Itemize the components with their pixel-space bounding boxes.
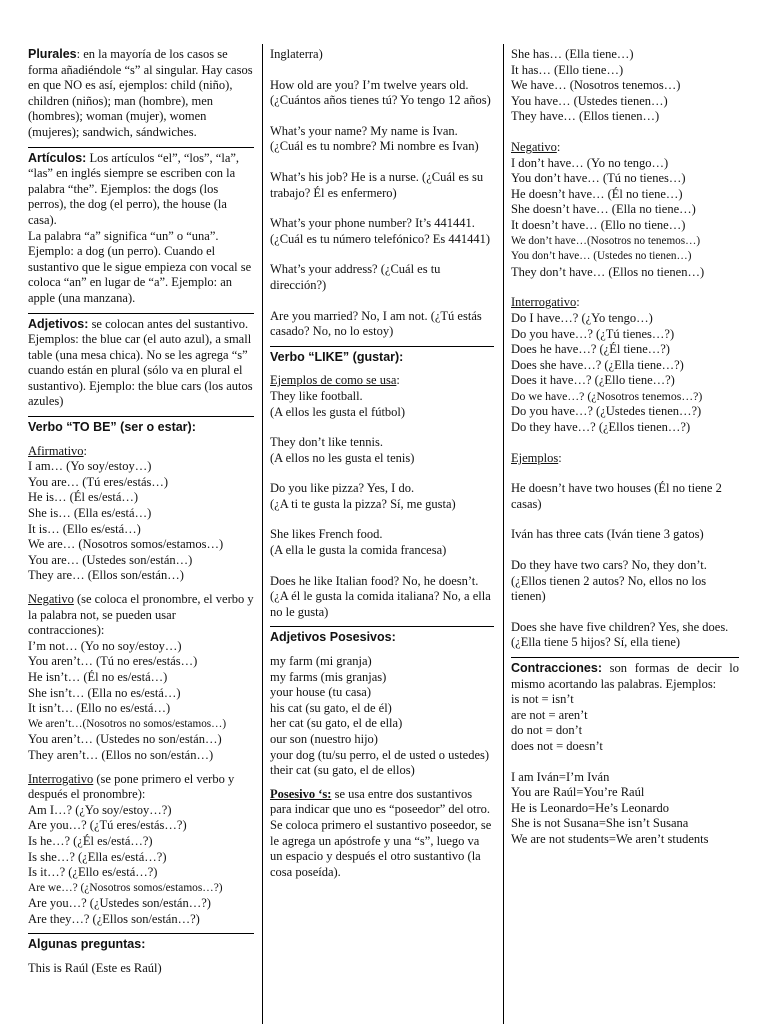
column-3: [511, 44, 739, 1024]
articulos-text: Los artículos “el”, “los”, “la”, “las” en inglés siempre se escriben con la palabra “the”. Ejemplos: the dogs (los perros), the dog (el perro), the house (la casa).: [28, 150, 240, 227]
like-example-es: (A ellos les gusta el fútbol): [270, 404, 406, 419]
list-item: They aren’t… (Ellos no son/están…): [28, 747, 214, 762]
list-item: He is… (Él es/está…): [28, 490, 139, 505]
list-item: I am… (Yo soy/estoy…): [28, 459, 152, 474]
section-plurales: [28, 44, 254, 148]
list-item: You aren’t… (Tú no eres/estás…): [28, 654, 198, 669]
ejemplo-item: Iván has three cats (Iván tiene 3 gatos): [511, 527, 704, 542]
list-item: It doesn’t have… (Ello no tiene…): [511, 217, 686, 232]
list-item: Is he…? (¿Él es/está…?): [28, 833, 153, 848]
cont-text: Inglaterra): [270, 47, 323, 61]
column-2: [270, 44, 494, 1024]
heading-to-be: Verbo “TO BE” (ser o estar):: [28, 420, 196, 435]
list-item: Do they have…? (¿Ellos tienen…?): [511, 420, 691, 435]
qa-item: How old are you? I’m twelve years old. (¿Cuántos años tienes tú? Yo tengo 12 años): [270, 77, 491, 108]
list-item: You aren’t… (Ustedes no son/están…): [28, 732, 222, 747]
interrogativo-note: (se pone primero el verbo y después el pronombre):: [28, 771, 235, 802]
posesivo-item: your house (tu casa): [270, 685, 372, 700]
list-item: It isn’t… (Ello no es/está…): [28, 701, 171, 716]
list-item: It has… (Ello tiene…): [511, 62, 624, 77]
list-item: I don’t have… (Yo no tengo…): [511, 155, 669, 170]
like-example-es: (A ella le gusta la comida francesa): [270, 543, 447, 558]
list-item: I’m not… (Yo no soy/estoy…): [28, 638, 182, 653]
list-item: Are you…? (¿Ustedes son/están…?): [28, 896, 211, 911]
list-item: They have… (Ellos tienen…): [511, 109, 660, 124]
heading-contracciones: Contracciones:: [511, 661, 602, 675]
label-interrogativo-have: Interrogativo: [511, 295, 577, 310]
qa-item: What’s your phone number? It’s 441441. (¿Cuál es tu número telefónico? Es 441441): [270, 216, 491, 246]
contraccion-example: I am Iván=I’m Iván: [511, 769, 610, 784]
list-item: She isn’t… (Ella no es/está…): [28, 685, 181, 700]
qa-item: What’s your address? (¿Cuál es tu dirección?): [270, 262, 441, 292]
like-example-es: (¿A él le gusta la comida italiana? No, a ella no le gusta): [270, 589, 491, 619]
list-item: It is… (Ello es/está…): [28, 521, 141, 536]
like-example: They like football.: [270, 388, 363, 403]
list-item: Am I…? (¿Yo soy/estoy…?): [28, 802, 172, 817]
contraccion-example: She is not Susana=She isn’t Susana: [511, 816, 689, 831]
list-item: Is she…? (¿Ella es/está…?): [28, 849, 167, 864]
label-ejemplos-like: Ejemplos de como se usa: [270, 373, 397, 388]
contracciones-text: son formas de decir lo mismo acortando las palabras. Ejemplos:: [511, 661, 739, 691]
list-item: They are… (Ellos son/están…): [28, 568, 184, 583]
list-item: We are… (Nosotros somos/estamos…): [28, 537, 224, 552]
negativo-note: (se coloca el pronombre, el verbo y la palabra not, se pueden usar contracciones):: [28, 592, 254, 638]
like-example: Does he like Italian food? No, he doesn’t.: [270, 573, 479, 588]
list-item: Do we have…? (¿Nosotros tenemos…?): [511, 388, 703, 403]
like-example: She likes French food.: [270, 527, 383, 542]
list-item: Do I have…? (¿Yo tengo…): [511, 310, 653, 325]
list-item: You have… (Ustedes tienen…): [511, 93, 668, 108]
contraccion-rule: is not = isn’t: [511, 692, 574, 707]
list-item: Are we…? (¿Nosotros somos/estamos…?): [28, 881, 223, 894]
list-item: Do you have…? (¿Tú tienes…?): [511, 326, 675, 341]
section-posesivos: [270, 627, 494, 886]
contraccion-example: We are not students=We aren’t students: [511, 831, 709, 846]
adjetivos-text: se colocan antes del sustantivo. Ejemplos: the blue car (el auto azul), a small table (una mesa chica). No se les agrega “s” cuando están en plural (sólo va en plural el sustantivo). Ejemplo: the blue cars (los autos azules): [28, 316, 253, 409]
section-to-be: Verbo “TO BE” (ser o estar): Afirmativo: I am… (Yo soy/estoy…) You are… (Tú eres/estás…) He is… (Él es/está…) She is… (Ella es/está…) It is… (Ello es/está…) We are… (Nosotros somos/estamos…) You are… (Ustedes son/están…) They are… (Ellos son/están…) Negativo (se coloca el pronombre, el verbo y la palabra not, se pueden usar contracciones): I’m not… (Yo no soy/estoy…) You aren’t… (Tú no eres/estás…) He isn’t… (Él no es/está…) She isn’t… (Ella no es/está…) It isn’t… (Ello no es/está…) We aren’t…(Nosotros no somos/estamos…) You aren’t… (Ustedes no son/están…) They aren’t… (Ellos no son/están…) Interrogativo (se pone primero el verbo y después el pronombre): Am I…? (¿Yo soy/estoy…?) Are you…? (¿Tú eres/estás…?) Is he…? (¿Él es/está…?) Is she…? (¿Ella es/está…?) Is it…? (¿Ello es/está…?) Are we…? (¿Nosotros somos/estamos…?) Are you…? (¿Ustedes son/están…?) Are they…? (¿Ellos son/están…?): [28, 417, 254, 934]
section-adjetivos: [28, 314, 254, 418]
section-preguntas: [28, 934, 254, 982]
qa-item: What’s his job? He is a nurse. (¿Cuál es su trabajo? Él es enfermero): [270, 169, 484, 200]
contraccion-rule: do not = don’t: [511, 723, 583, 738]
contraccion-example: He is Leonardo=He’s Leonardo: [511, 800, 670, 815]
column-divider-1: [262, 44, 263, 1024]
list-item: You don’t have… (Ustedes no tienen…): [511, 250, 692, 263]
heading-posesivos: Adjetivos Posesivos:: [270, 630, 396, 645]
list-item: We have… (Nosotros tenemos…): [511, 78, 681, 93]
ejemplo-item: Do they have two cars? No, they don’t. (¿Ellos tienen 2 autos? No, ellos no los tienen): [511, 558, 707, 604]
contraccion-example: You are Raúl=You’re Raúl: [511, 785, 645, 800]
list-item: Is it…? (¿Ello es/está…?): [28, 865, 158, 880]
section-contracciones: [511, 658, 739, 854]
qa-item: Are you married? No, I am not. (¿Tú estás casado? No, no lo estoy): [270, 308, 482, 339]
pregunta-first: This is Raúl (Este es Raúl): [28, 961, 162, 976]
list-item: We don’t have…(Nosotros no tenemos…): [511, 234, 701, 247]
list-item: She doesn’t have… (Ella no tiene…): [511, 202, 696, 217]
list-item: He doesn’t have… (Él no tiene…): [511, 186, 683, 201]
posesivo-item: my farm (mi granja): [270, 654, 372, 669]
list-item: You are… (Ustedes son/están…): [28, 552, 193, 567]
section-articulos: [28, 148, 254, 314]
list-item: You are… (Tú eres/estás…): [28, 474, 169, 489]
column-divider-2: [503, 44, 504, 1024]
heading-like: Verbo “LIKE” (gustar):: [270, 349, 404, 364]
label-interrogativo: Interrogativo: [28, 771, 94, 786]
list-item: Does it have…? (¿Ello tiene…?): [511, 373, 675, 388]
ejemplo-item: He doesn’t have two houses (Él no tiene 2 casas): [511, 481, 722, 511]
ejemplo-item: Does she have five children? Yes, she does. (¿Ella tiene 5 hijos? Sí, ella tiene): [511, 619, 729, 650]
label-afirmativo: Afirmativo: [28, 443, 84, 458]
label-posesivo-s: Posesivo ‘s:: [270, 786, 332, 801]
like-example-es: (A ellos no les gusta el tenis): [270, 450, 415, 465]
label-negativo: Negativo: [28, 592, 74, 606]
label-ejemplos-have: Ejemplos: [511, 450, 559, 465]
posesivo-item: my farms (mis granjas): [270, 669, 387, 684]
list-item: He isn’t… (Él no es/está…): [28, 669, 168, 684]
posesivo-s-text: se usa entre dos sustantivos para indicar que uno es “poseedor” del otro. Se coloca primero el sustantivo poseedor, se le agrega un apóstrofe y una “s”, luego va un espacio y después el otro sustantivo (la cosa poseída).: [270, 786, 492, 879]
label-negativo-have: Negativo: [511, 139, 557, 154]
list-item: Does she have…? (¿Ella tiene…?): [511, 357, 684, 372]
contraccion-rule: does not = doesn’t: [511, 738, 603, 753]
like-example: Do you like pizza? Yes, I do.: [270, 481, 415, 496]
posesivo-item: his cat (su gato, el de él): [270, 700, 392, 715]
posesivo-item: their cat (su gato, el de ellos): [270, 763, 415, 778]
posesivo-item: her cat (su gato, el de ella): [270, 716, 403, 731]
contraccion-rule: are not = aren’t: [511, 707, 588, 722]
like-example: They don’t like tennis.: [270, 435, 383, 450]
heading-articulos: Artículos:: [28, 150, 87, 165]
like-example-es: (¿A ti te gusta la pizza? Sí, me gusta): [270, 496, 456, 511]
list-item: She is… (Ella es/está…): [28, 506, 152, 521]
list-item: Are you…? (¿Tú eres/estás…?): [28, 818, 187, 833]
posesivo-item: our son (nuestro hijo): [270, 732, 378, 746]
heading-adjetivos: Adjetivos:: [28, 316, 89, 331]
plurales-text: : en la mayoría de los casos se forma añadiéndole “s” al singular. Hay casos en que NO es así, ejemplos: child (niño), children (niños); man (hombre), men (hombres); woman (mujer), women (mujeres); sandwich, sándwiches.: [28, 47, 253, 139]
articulos-text-2: La palabra “a” significa “un” o “una”. Ejemplo: a dog (un perro). Cuando el sustantivo que le sigue empieza con vocal se coloca “an” en lugar de “a”. Ejemplo: an apple (una manzana).: [28, 228, 252, 305]
list-item: We aren’t…(Nosotros no somos/estamos…): [28, 717, 227, 730]
section-like: Verbo “LIKE” (gustar): Ejemplos de como se usa: They like football. (A ellos les gusta el fútbol) They don’t like tennis. (A ellos no les gusta el tenis) Do you like pizza? Yes, I do. (¿A ti te gusta la pizza? Sí, me gusta) She likes French food. (A ella le gusta la comida francesa) Does he like Italian food? No, he doesn’t. (¿A él le gusta la comida italiana? No, a ella no le gusta): [270, 347, 494, 628]
section-have: She has… (Ella tiene…) It has… (Ello tiene…) We have… (Nosotros tenemos…) You have… (Ustedes tienen…) They have… (Ellos tienen…) Negativo: I don’t have… (Yo no tengo…) You don’t have… (Tú no tienes…) He doesn’t have… (Él no tiene…) She doesn’t have… (Ella no tiene…) It doesn’t have… (Ello no tiene…) We don’t have…(Nosotros no tenemos…) You don’t have… (Ustedes no tienen…) They don’t have… (Ellos no tienen…) Interrogativo: Do I have…? (¿Yo tengo…) Do you have…? (¿Tú tienes…?) Does he have…? (¿Él tiene…?) Does she have…? (¿Ella tiene…?) Does it have…? (¿Ello tiene…?) Do we have…? (¿Nosotros tenemos…?) Do you have…? (¿Ustedes tienen…?) Do they have…? (¿Ellos tienen…?) Ejemplos: He doesn’t have two houses (Él no tiene 2 casas) Iván has three cats (Iván tiene 3 gatos) Do they have two cars? No, they don’t. (¿Ellos tienen 2 autos? No, ellos no los tienen) Does she have five children? Yes, she does. (¿Ella tiene 5 hijos? Sí, ella tiene): [511, 44, 739, 658]
heading-preguntas: Algunas preguntas:: [28, 937, 146, 952]
list-item: They don’t have… (Ellos no tienen…): [511, 264, 705, 279]
list-item: Are they…? (¿Ellos son/están…?): [28, 911, 200, 926]
heading-plurales: Plurales: [28, 47, 77, 61]
list-item: You don’t have… (Tú no tienes…): [511, 171, 686, 186]
qa-item: What’s your name? My name is Ivan. (¿Cuál es tu nombre? Mi nombre es Ivan): [270, 123, 479, 154]
list-item: Does he have…? (¿Él tiene…?): [511, 342, 670, 357]
list-item: She has… (Ella tiene…): [511, 47, 634, 61]
section-preguntas-cont: [270, 44, 494, 347]
column-1: [28, 44, 254, 1024]
list-item: Do you have…? (¿Ustedes tienen…?): [511, 404, 702, 419]
posesivo-item: your dog (tu/su perro, el de usted o ustedes): [270, 747, 490, 762]
